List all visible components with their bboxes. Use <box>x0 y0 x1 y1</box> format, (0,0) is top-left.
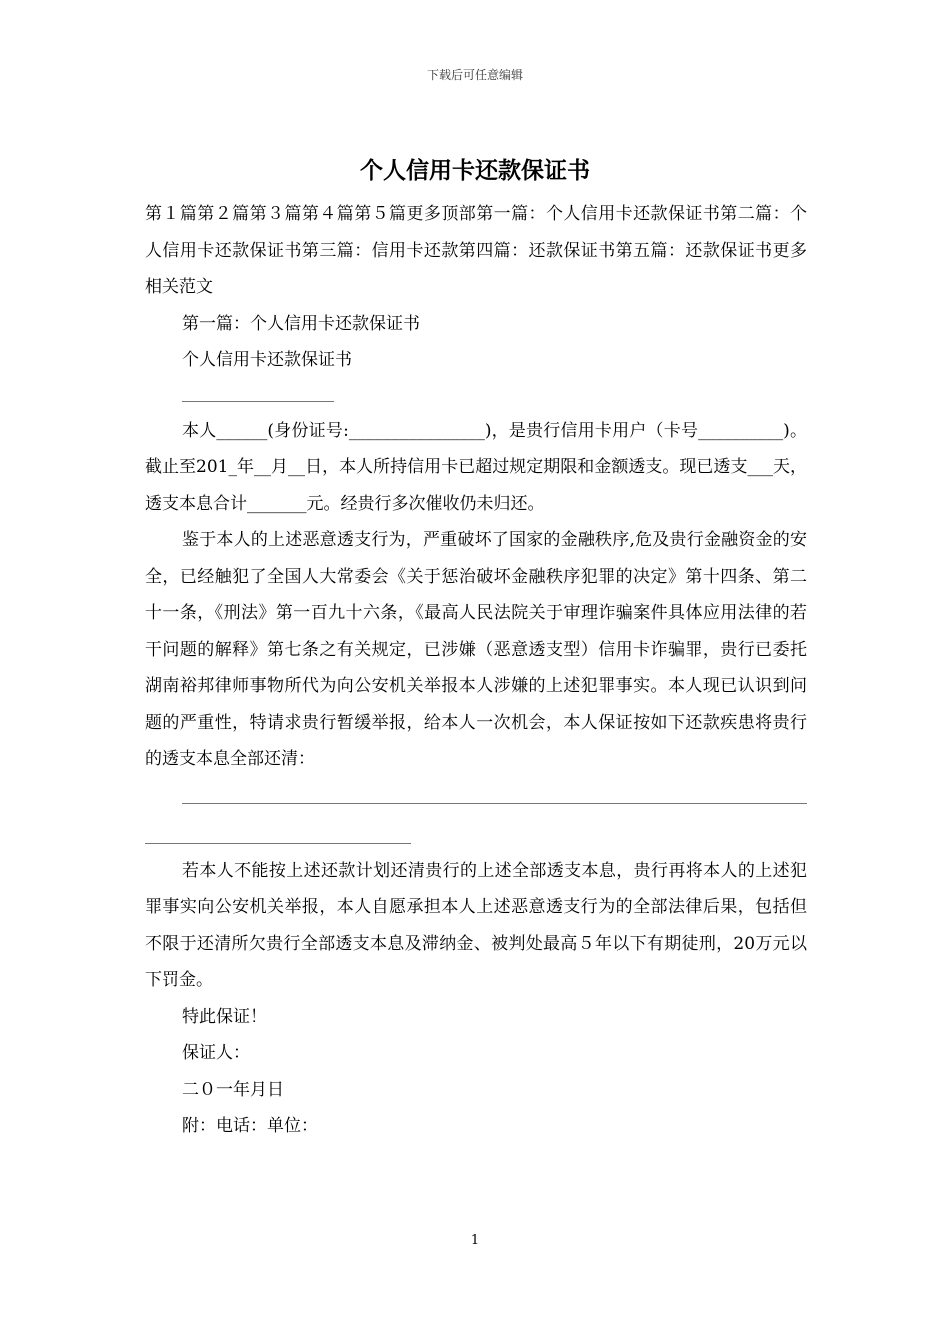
page-number: 1 <box>470 1233 480 1248</box>
closing-statement: 特此保证！ <box>182 1006 267 1027</box>
guarantor-field: 保证人： <box>182 1043 250 1063</box>
repayment-plan-line-continued <box>145 843 411 844</box>
document-body <box>145 196 807 1145</box>
header-note: 下载后可任意编辑 <box>426 68 523 82</box>
table-of-contents: 第１篇第２篇第３篇第４篇第５篇更多顶部第一篇：个人信用卡还款保证书第二篇：个人信用卡还款保证书第三篇：信用卡还款第四篇：还款保证书第五篇：还款保证书更多相关范文 <box>145 204 807 297</box>
attachment-field: 附：电话：单位： <box>182 1116 318 1136</box>
date-field: 二０一年月日 <box>182 1079 284 1100</box>
section-heading: 第一篇：个人信用卡还款保证书 <box>182 313 420 334</box>
document-title: 个人信用卡还款保证书 <box>360 158 590 184</box>
paragraph-consequences: 若本人不能按上述还款计划还清贵行的上述全部透支本息，贵行再将本人的上述犯罪事实向公安机关举报，本人自愿承担本人上述恶意透支行为的全部法律后果，包括但不限于还清所欠贵行全部透支本息及滞纳金、被判处最高５年以下有期徒刑，20万元以下罚金。 <box>145 860 807 990</box>
paragraph-violation: 鉴于本人的上述恶意透支行为，严重破坏了国家的金融秩序,危及贵行金融资金的安全，已经触犯了全国人大常委会《关于惩治破坏金融秩序犯罪的决定》第十四条、第二十一条，《刑法》第一百九十六条，《最高人民法院关于审理诈骗案件具体应用法律的若干问题的解释》第七条之有关规定，已涉嫌（恶意透支型）信用卡诈骗罪，贵行已委托湖南裕邦律师事物所代为向公安机关举报本人涉嫌的上述犯罪事实。本人现已认识到问题的严重性，特请求贵行暂缓举报，给本人一次机会，本人保证按如下还款疾患将贵行的透支本息全部还清： <box>145 530 807 769</box>
paragraph-overdraft: 本人______(身份证号:________________)，是贵行信用卡用户（卡号__________)。截止至201_年__月__日，本人所持信用卡已超过规定期限和金额透支。现已透支___天，透支本息合计_______元。经贵行多次催收仍未归还。 <box>145 420 807 514</box>
repayment-plan-line <box>182 803 807 804</box>
document-subtitle: 个人信用卡还款保证书 <box>182 350 352 370</box>
blank-line-short <box>182 401 334 402</box>
